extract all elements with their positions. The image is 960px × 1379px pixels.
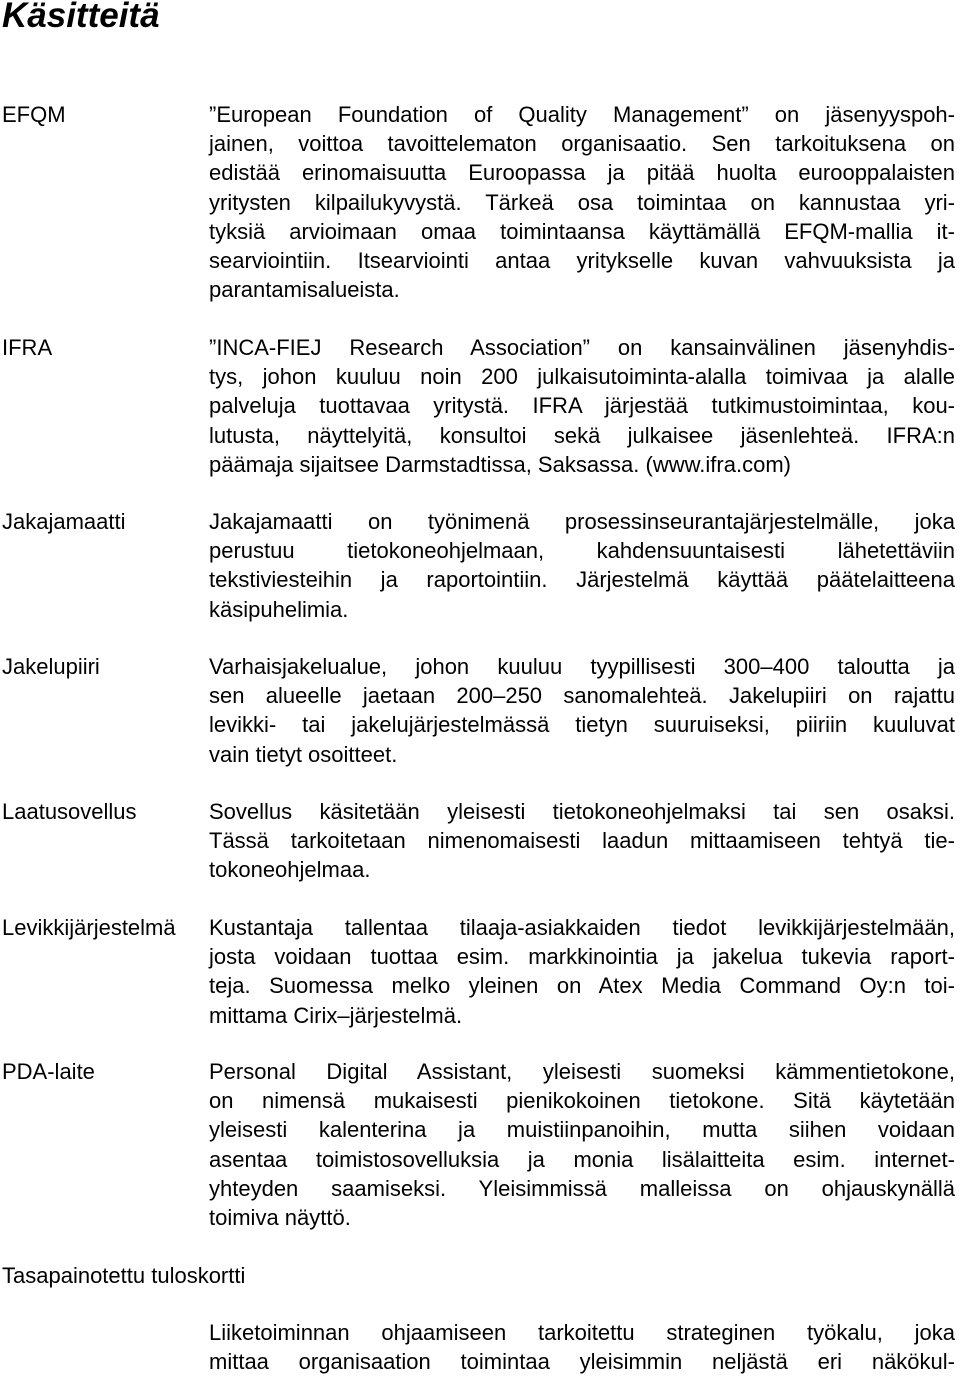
definition-line: Sovellus käsitetään yleisesti tietokoneohjelmaksi tai sen osaksi. <box>209 799 955 824</box>
definition-line: sen alueelle jaetaan 200–250 sanomalehteä. Jakelupiiri on rajattu <box>209 683 955 709</box>
definition-line: tys, johon kuuluu noin 200 julkaisutoiminta-alalla toimivaa ja alalle <box>209 364 955 390</box>
definition-line: Personal Digital Assistant, yleisesti suomeksi kämmentietokone, <box>209 1059 955 1084</box>
definition-levikkijarjestelma <box>209 913 955 1030</box>
definition-laatusovellus <box>209 797 955 885</box>
definition-line: Varhaisjakelualue, johon kuuluu tyypillisesti 300–400 taloutta ja <box>209 654 955 679</box>
definition-line: yritysten kilpailukyvystä. Tärkeä osa toimintaa on kannustaa yri- <box>209 189 955 215</box>
definition-line: palveluja tuottavaa yritystä. IFRA järjestää tutkimustoimintaa, kou- <box>209 393 955 419</box>
definition-line: toimiva näyttö. <box>209 1205 351 1231</box>
term-efqm: EFQM <box>2 102 66 127</box>
definition-line: tokoneohjelmaa. <box>209 857 371 883</box>
definition-line: lutusta, näyttelyitä, konsultoi sekä julkaisee jäsenlehteä. IFRA:n <box>209 422 955 448</box>
definition-line: Tässä tarkoitetaan nimenomaisesti laadun mittaamiseen tehtyä tie- <box>209 828 955 854</box>
definition-line: ”INCA-FIEJ Research Association” on kansainvälinen jäsenyhdis- <box>209 335 955 360</box>
page-title: Käsitteitä <box>2 0 160 35</box>
term-jakajamaatti: Jakajamaatti <box>2 509 126 534</box>
definition-tasapainotettu-tuloskortti <box>209 1318 955 1376</box>
definition-line: josta voidaan tuottaa esim. markkinointia ja jakelua tukevia raport- <box>209 944 955 970</box>
definition-line: jainen, voittoa tavoittelematon organisaatio. Sen tarkoituksena on <box>209 131 955 157</box>
definition-pda-laite <box>209 1057 955 1232</box>
definition-line: perustuu tietokoneohjelmaan, kahdensuuntaisesti lähetettäviin <box>209 538 955 564</box>
definition-line: tyksiä arvioimaan omaa toimintaansa käyttämällä EFQM-mallia it- <box>209 218 955 244</box>
term-laatusovellus: Laatusovellus <box>2 799 137 824</box>
definition-line: parantamisalueista. <box>209 277 400 303</box>
definition-line: Jakajamaatti on työnimenä prosessinseurantajärjestelmälle, joka <box>209 509 955 534</box>
term-jakelupiiri: Jakelupiiri <box>2 654 100 679</box>
term-ifra: IFRA <box>2 335 53 360</box>
term-levikkijarjestelma: Levikkijärjestelmä <box>2 915 176 940</box>
definition-line: edistää erinomaisuutta Euroopassa ja pitää huolta eurooppalaisten <box>209 160 955 186</box>
definition-jakelupiiri <box>209 652 955 769</box>
definition-line: Liiketoiminnan ohjaamiseen tarkoitettu strateginen työkalu, joka <box>209 1320 955 1345</box>
definition-ifra <box>209 333 955 479</box>
definition-line: vain tietyt osoitteet. <box>209 741 398 767</box>
definition-line: mittama Cirix–järjestelmä. <box>209 1002 463 1028</box>
term-tasapainotettu-tuloskortti: Tasapainotettu tuloskortti <box>2 1263 246 1288</box>
definition-line: käsipuhelimia. <box>209 596 349 622</box>
definition-efqm <box>209 100 955 304</box>
definition-line: mittaa organisaation toimintaa yleisimmin neljästä eri näkökul- <box>209 1349 955 1375</box>
definition-line: levikki- tai jakelujärjestelmässä tietyn suuruiseksi, piiriin kuuluvat <box>209 712 955 738</box>
definition-line: Kustantaja tallentaa tilaaja-asiakkaiden tiedot levikkijärjestelmään, <box>209 915 955 940</box>
definition-line: teja. Suomessa melko yleinen on Atex Media Command Oy:n toi- <box>209 973 955 999</box>
definition-line: päämaja sijaitsee Darmstadtissa, Saksassa. (www.ifra.com) <box>209 451 791 477</box>
definition-line: yleisesti kalenterina ja muistiinpanoihin, mutta siihen voidaan <box>209 1117 955 1143</box>
definition-line: ”European Foundation of Quality Management” on jäsenyyspoh- <box>209 102 955 127</box>
definition-line: asentaa toimistosovelluksia ja monia lisälaitteita esim. internet- <box>209 1146 955 1172</box>
definition-line: searviointiin. Itsearviointi antaa yritykselle kuvan vahvuuksista ja <box>209 248 955 274</box>
definition-line: tekstiviesteihin ja raportointiin. Järjestelmä käyttää päätelaitteena <box>209 567 955 593</box>
definition-line: on nimensä mukaisesti pienikokoinen tietokone. Sitä käytetään <box>209 1088 955 1114</box>
term-pda-laite: PDA-laite <box>2 1059 95 1084</box>
definition-line: yhteyden saamiseksi. Yleisimmissä malleissa on ohjauskynällä <box>209 1175 955 1201</box>
definition-jakajamaatti <box>209 507 955 624</box>
